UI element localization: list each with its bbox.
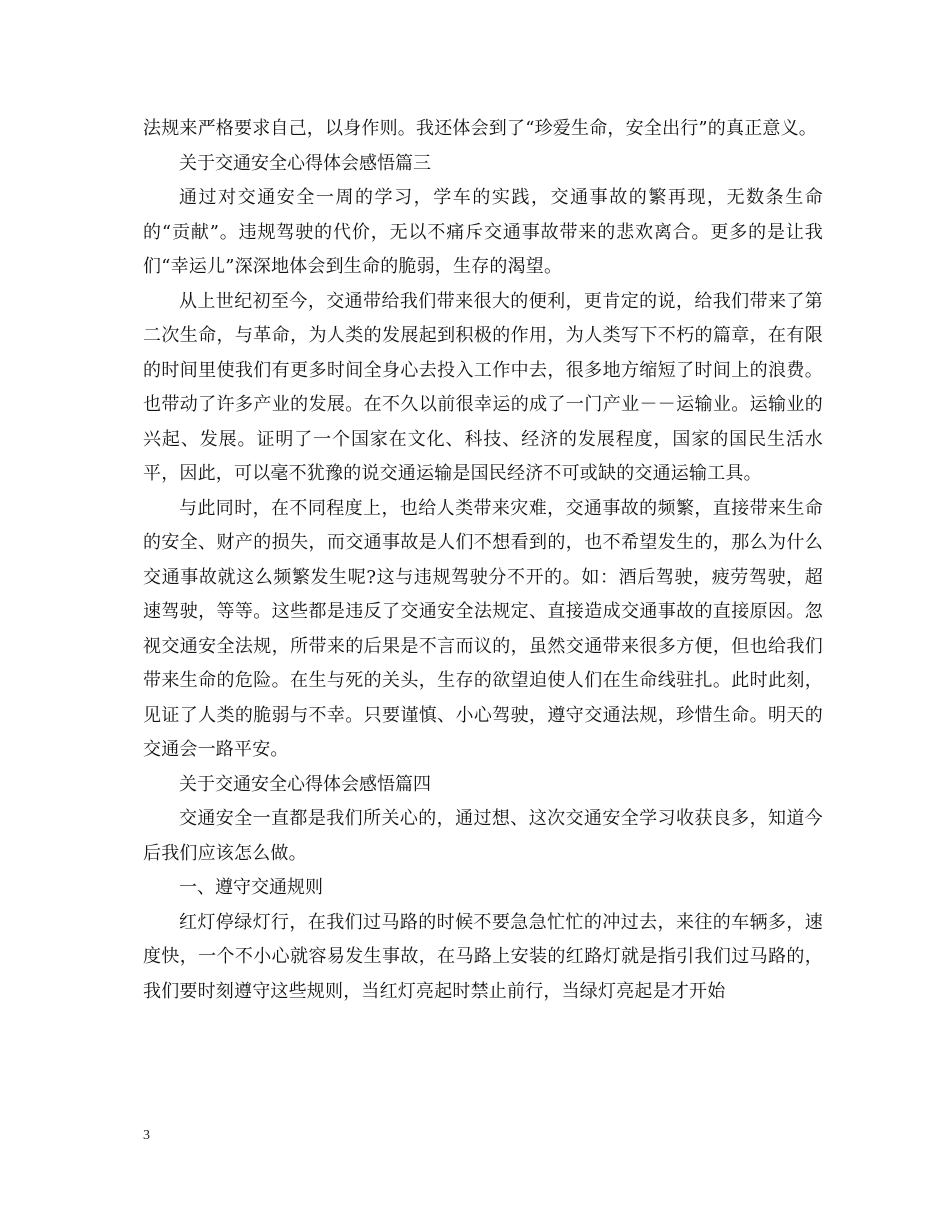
subheading-obey-rules: 一、遵守交通规则	[179, 877, 323, 898]
paragraph-learning-experience: 通过对交通安全一周的学习，学车的实践，交通事故的繁再现，无数条生命的“贡献”。违规驾驶的代价，无以不痛斥交通事故带来的悲欢离合。更多的是让我们“幸运儿”深深地体会到生命的脆弱，生存的渴望。	[143, 187, 823, 277]
section-heading-part-three: 关于交通安全心得体会感悟篇三	[179, 152, 431, 174]
paragraph-traffic-accidents: 与此同时，在不同程度上，也给人类带来灾难，交通事故的频繁，直接带来生命的安全、财产的损失，而交通事故是人们不想看到的，也不希望发生的，那么为什么交通事故就这么频繁发生呢?这与违规驾驶分不开的。如：酒后驾驶，疲劳驾驶，超速驾驶，等等。这些都是违反了交通安全法规定、直接造成交通事故的直接原因。忽视交通安全法规，所带来的后果是不言而议的，虽然交通带来很多方便，但也给我们带来生命的危险。在生与死的关头，生存的欲望迫使人们在生命线驻扎。此时此刻，见证了人类的脆弱与不幸。只要谨慎、小心驾驶，遵守交通法规，珍惜生命。明天的交通会一路平安。	[143, 497, 823, 760]
paragraph-continuation: 法规来严格要求自己，以身作则。我还体会到了“珍爱生命，安全出行”的真正意义。	[143, 118, 818, 139]
paragraph-safety-concern: 交通安全一直都是我们所关心的，通过想、这次交通安全学习收获良多，知道今后我们应该怎么做。	[143, 808, 823, 864]
paragraph-traffic-lights: 红灯停绿灯行，在我们过马路的时候不要急急忙忙的冲过去，来往的车辆多，速度快，一个不小心就容易发生事故，在马路上安装的红路灯就是指引我们过马路的，我们要时刻遵守这些规则，当红灯亮起时禁止前行，当绿灯亮起是才开始	[143, 911, 823, 1002]
document-body	[143, 112, 823, 1009]
paragraph-transport-history: 从上世纪初至今，交通带给我们带来很大的便利，更肯定的说，给我们带来了第二次生命，与革命，为人类的发展起到积极的作用，为人类写下不朽的篇章，在有限的时间里使我们有更多时间全身心去投入工作中去，很多地方缩短了时间上的浪费。也带动了许多产业的发展。在不久以前很幸运的成了一门产业－－运输业。运输业的兴起、发展。证明了一个国家在文化、科技、经济的发展程度，国家的国民生活水平，因此，可以毫不犹豫的说交通运输是国民经济不可或缺的交通运输工具。	[143, 290, 823, 484]
section-heading-part-four: 关于交通安全心得体会感悟篇四	[179, 773, 431, 795]
page-number: 3	[143, 1128, 150, 1143]
